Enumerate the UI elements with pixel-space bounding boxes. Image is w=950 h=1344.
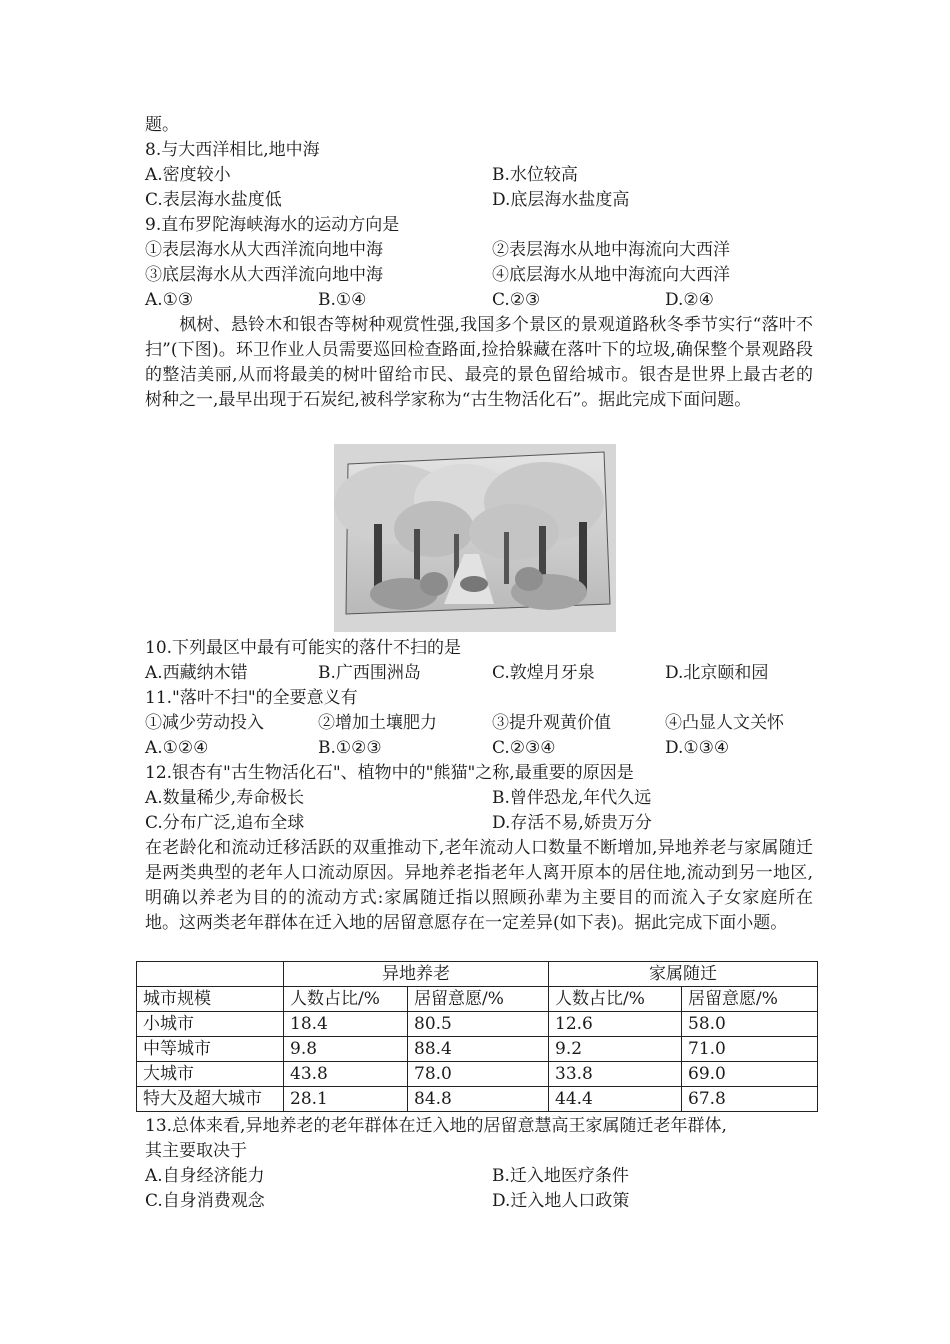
q12-option-a: A.数量稀少,寿命极长: [145, 788, 305, 808]
group-header-elderly-care: 异地养老: [284, 962, 549, 987]
q12-option-d: D.存活不易,娇贵万分: [492, 813, 652, 833]
group-header-family: 家属随迁: [549, 962, 818, 987]
question-11: 11."落叶不扫"的全要意义有: [145, 688, 358, 708]
q10-option-a: A.西藏纳木错: [145, 663, 248, 683]
q12-option-b: B.曾伴恐龙,年代久远: [492, 788, 652, 808]
table-cell: 78.0: [408, 1062, 549, 1087]
passage-fallen-leaves: [145, 313, 813, 413]
table-cell: 43.8: [284, 1062, 408, 1087]
table-cell: 28.1: [284, 1087, 408, 1112]
q11-statement-1: ①减少劳动投入: [145, 713, 264, 733]
q9-option-c: C.②③: [492, 290, 541, 310]
table-cell: 特大及超大城市: [137, 1087, 284, 1112]
passage-fallen-leaves-text: 枫树、悬铃木和银杏等树种观赏性强,我国多个景区的景观道路秋冬季节实行“落叶不扫”(下图)。环卫作业人员需要巡回检查路面,捡拾躲藏在落叶下的垃圾,确保整个景观路段的整洁美丽,从而将最美的树叶留给市民、最亮的景色留给城市。银杏是世界上最古老的树种之一,最早出现于石炭纪,被科学家称为“古生物活化石”。据此完成下面问题。: [145, 315, 813, 410]
question-13-cont: 其主要取决于: [145, 1141, 247, 1161]
question-12: 12.银杏有"古生物活化石"、植物中的"熊猫"之称,最重要的原因是: [145, 763, 634, 783]
question-8: 8.与大西洋相比,地中海: [145, 140, 320, 160]
passage-elderly-migration: 在老龄化和流动迁移活跃的双重推动下,老年流动人口数量不断增加,异地养老与家属随迁是两类典型的老年人口流动原因。异地养老指老年人离开原本的居住地,流动到另一地区,明确以养老为目的的流动方式:家属随迁指以照顾孙辈为主要目的而流入子女家庭所在地。这两类老年群体在迁入地的居留意愿存在一定差异(如下表)。据此完成下面小题。: [145, 838, 813, 933]
q9-statement-3: ③底层海水从大西洋流向地中海: [145, 265, 383, 285]
q10-option-c: C.敦煌月牙泉: [492, 663, 595, 683]
q11-option-b: B.①②③: [318, 738, 382, 758]
table-cell: 33.8: [549, 1062, 682, 1087]
table-cell: 18.4: [284, 1012, 408, 1037]
ginkgo-road-photo: [334, 444, 616, 632]
table-cell: 67.8: [682, 1087, 818, 1112]
q11-option-a: A.①②④: [145, 738, 209, 758]
q8-option-a: A.密度较小: [145, 165, 231, 185]
q8-option-b: B.水位较高: [492, 165, 578, 185]
table-cell: 9.8: [284, 1037, 408, 1062]
table-cell: 84.8: [408, 1087, 549, 1112]
q10-option-b: B.广西围洲岛: [318, 663, 421, 683]
table-group-row: [137, 962, 818, 987]
question-13: 13.总体来看,异地养老的老年群体在迁入地的居留意慧高王家属随迁老年群体,: [145, 1116, 727, 1136]
q11-statement-3: ③提升观黄价值: [492, 713, 611, 733]
table-cell: 69.0: [682, 1062, 818, 1087]
q13-option-c: C.自身消费观念: [145, 1191, 265, 1211]
table-row: [137, 1037, 818, 1062]
q9-statement-2: ②表层海水从地中海流向大西洋: [492, 240, 730, 260]
question-10: 10.下列最区中最有可能实的落什不扫的是: [145, 638, 462, 658]
q8-option-d: D.底层海水盐度高: [492, 190, 630, 210]
q8-option-c: C.表层海水盐度低: [145, 190, 282, 210]
table-cell: 中等城市: [137, 1037, 284, 1062]
q11-option-d: D.①③④: [665, 738, 730, 758]
header-share-2: 人数占比/%: [549, 987, 682, 1012]
table-header-row: [137, 987, 818, 1012]
q9-statement-1: ①表层海水从大西洋流向地中海: [145, 240, 383, 260]
q10-option-d: D.北京颐和园: [665, 663, 769, 683]
table-cell: 58.0: [682, 1012, 818, 1037]
table-cell: 44.4: [549, 1087, 682, 1112]
table-cell: 88.4: [408, 1037, 549, 1062]
q9-statement-4: ④底层海水从地中海流向大西洋: [492, 265, 730, 285]
header-willingness-2: 居留意愿/%: [682, 987, 818, 1012]
q11-statement-4: ④凸显人文关怀: [665, 713, 784, 733]
continued-text: 题。: [145, 115, 179, 135]
table-cell: 9.2: [549, 1037, 682, 1062]
q13-option-d: D.迁入地人口政策: [492, 1191, 630, 1211]
question-9: 9.直布罗陀海峡海水的运动方向是: [145, 215, 400, 235]
q13-option-b: B.迁入地医疗条件: [492, 1166, 629, 1186]
q13-option-a: A.自身经济能力: [145, 1166, 265, 1186]
table-cell: 80.5: [408, 1012, 549, 1037]
header-share-1: 人数占比/%: [284, 987, 408, 1012]
table-row: [137, 1012, 818, 1037]
table-corner-cell: [137, 962, 284, 987]
q9-option-b: B.①④: [318, 290, 367, 310]
q11-option-c: C.②③④: [492, 738, 556, 758]
q9-option-a: A.①③: [145, 290, 194, 310]
table-row: [137, 1062, 818, 1087]
table-cell: 12.6: [549, 1012, 682, 1037]
header-willingness-1: 居留意愿/%: [408, 987, 549, 1012]
header-city-size: 城市规模: [137, 987, 284, 1012]
q11-statement-2: ②增加土壤肥力: [318, 713, 437, 733]
table-row: [137, 1087, 818, 1112]
table-cell: 大城市: [137, 1062, 284, 1087]
q9-option-d: D.②④: [665, 290, 714, 310]
residence-willingness-table: [136, 961, 818, 1112]
table-cell: 小城市: [137, 1012, 284, 1037]
table-cell: 71.0: [682, 1037, 818, 1062]
q12-option-c: C.分布广泛,追布全球: [145, 813, 305, 833]
